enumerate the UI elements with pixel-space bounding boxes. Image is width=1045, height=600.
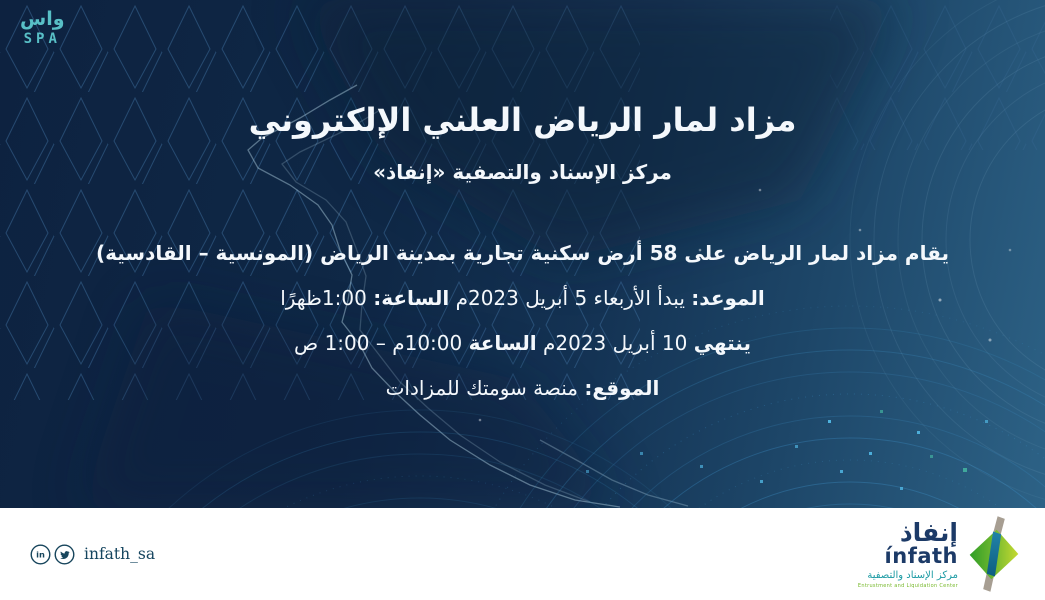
twitter-icon [54,544,75,565]
svg-text:in: in [36,549,45,560]
end-time-label: الساعة [468,330,537,355]
infath-logo [858,516,1021,592]
social-links [30,544,155,565]
spa-logo-arabic: واس [20,8,65,30]
page-title: مزاد لمار الرياض العلني الإلكتروني [248,101,797,139]
infath-logo-text [857,517,958,589]
end-date-line [0,329,1045,357]
infath-tagline-arabic: مركز الإسناد والتصفية [867,569,958,581]
start-time-label: الساعة: [373,285,450,310]
infath-tagline-english: Entrustment and Liquidation Center [857,582,958,589]
start-label: الموعد: [691,285,765,310]
subtitle: مركز الإسناد والتصفية «إنفاذ» [373,159,672,184]
location-line [0,374,1045,402]
start-date-line [0,284,1045,312]
location-label: الموقع: [584,375,660,400]
end-time: 10:00م – 1:00 ص [294,330,469,355]
footer [0,508,1045,600]
end-label: ينتهي [693,330,751,355]
location-text: منصة سومتك للمزادات [385,375,585,400]
infath-diamond-mark [967,516,1021,592]
infath-logo-latin: ínfath [884,543,958,568]
infath-logo-arabic: إنفاذ [899,517,958,547]
auction-description: يقام مزاد لمار الرياض على 58 أرض سكنية تجارية بمدينة الرياض (المونسية – القادسية) [96,240,949,265]
start-time: 1:00ظهرًا [280,285,374,310]
social-handle: infath_sa [84,545,156,563]
spa-logo-latin: SPA [23,31,61,47]
start-text: يبدأ الأربعاء 5 أبريل 2023م [449,285,692,310]
linkedin-icon [30,544,51,565]
end-text: 10 أبريل 2023م [536,330,694,355]
auction-details [0,239,1045,402]
